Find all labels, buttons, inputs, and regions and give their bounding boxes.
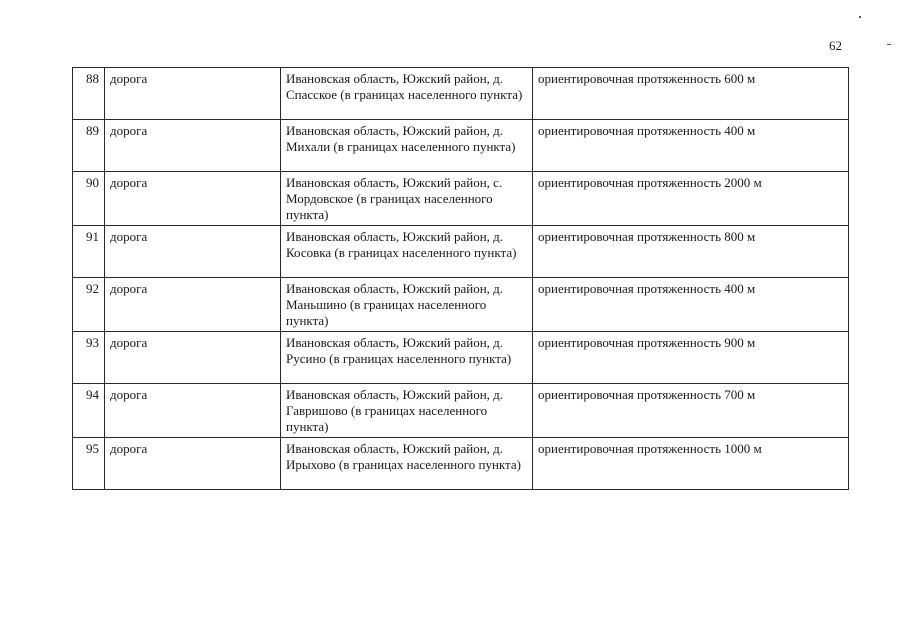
row-number: 89 (73, 120, 105, 172)
row-number: 93 (73, 332, 105, 384)
page-number: 62 (829, 38, 842, 53)
table-row (73, 278, 849, 332)
object-location: Ивановская область, Южский район, д. Русино (в границах населенного пункта) (281, 332, 533, 384)
object-length: ориентировочная протяженность 400 м (533, 120, 849, 172)
table-row (73, 384, 849, 438)
object-length: ориентировочная протяженность 600 м (533, 68, 849, 120)
table-row (73, 438, 849, 490)
roads-table (72, 67, 849, 490)
object-length: ориентировочная протяженность 2000 м (533, 172, 849, 226)
scan-mark (887, 44, 891, 45)
object-length: ориентировочная протяженность 800 м (533, 226, 849, 278)
object-length: ориентировочная протяженность 1000 м (533, 438, 849, 490)
object-location: Ивановская область, Южский район, д. Гавришово (в границах населенного пункта) (281, 384, 533, 438)
row-number: 94 (73, 384, 105, 438)
object-length: ориентировочная протяженность 400 м (533, 278, 849, 332)
object-location: Ивановская область, Южский район, д. Маньшино (в границах населенного пункта) (281, 278, 533, 332)
object-length: ориентировочная протяженность 700 м (533, 384, 849, 438)
row-number: 91 (73, 226, 105, 278)
object-type: дорога (105, 384, 281, 438)
object-type: дорога (105, 172, 281, 226)
object-location: Ивановская область, Южский район, д. Михали (в границах населенного пункта) (281, 120, 533, 172)
table-row (73, 332, 849, 384)
object-type: дорога (105, 68, 281, 120)
object-location: Ивановская область, Южский район, с. Мордовское (в границах населенного пункта) (281, 172, 533, 226)
object-type: дорога (105, 438, 281, 490)
object-type: дорога (105, 120, 281, 172)
table-row (73, 120, 849, 172)
table-row (73, 172, 849, 226)
object-location: Ивановская область, Южский район, д. Ирыхово (в границах населенного пункта) (281, 438, 533, 490)
row-number: 95 (73, 438, 105, 490)
row-number: 88 (73, 68, 105, 120)
object-type: дорога (105, 278, 281, 332)
row-number: 92 (73, 278, 105, 332)
object-location: Ивановская область, Южский район, д. Косовка (в границах населенного пункта) (281, 226, 533, 278)
object-location: Ивановская область, Южский район, д. Спасское (в границах населенного пункта) (281, 68, 533, 120)
object-length: ориентировочная протяженность 900 м (533, 332, 849, 384)
table-row (73, 68, 849, 120)
row-number: 90 (73, 172, 105, 226)
scan-mark (859, 16, 861, 18)
object-type: дорога (105, 332, 281, 384)
table-row (73, 226, 849, 278)
object-type: дорога (105, 226, 281, 278)
